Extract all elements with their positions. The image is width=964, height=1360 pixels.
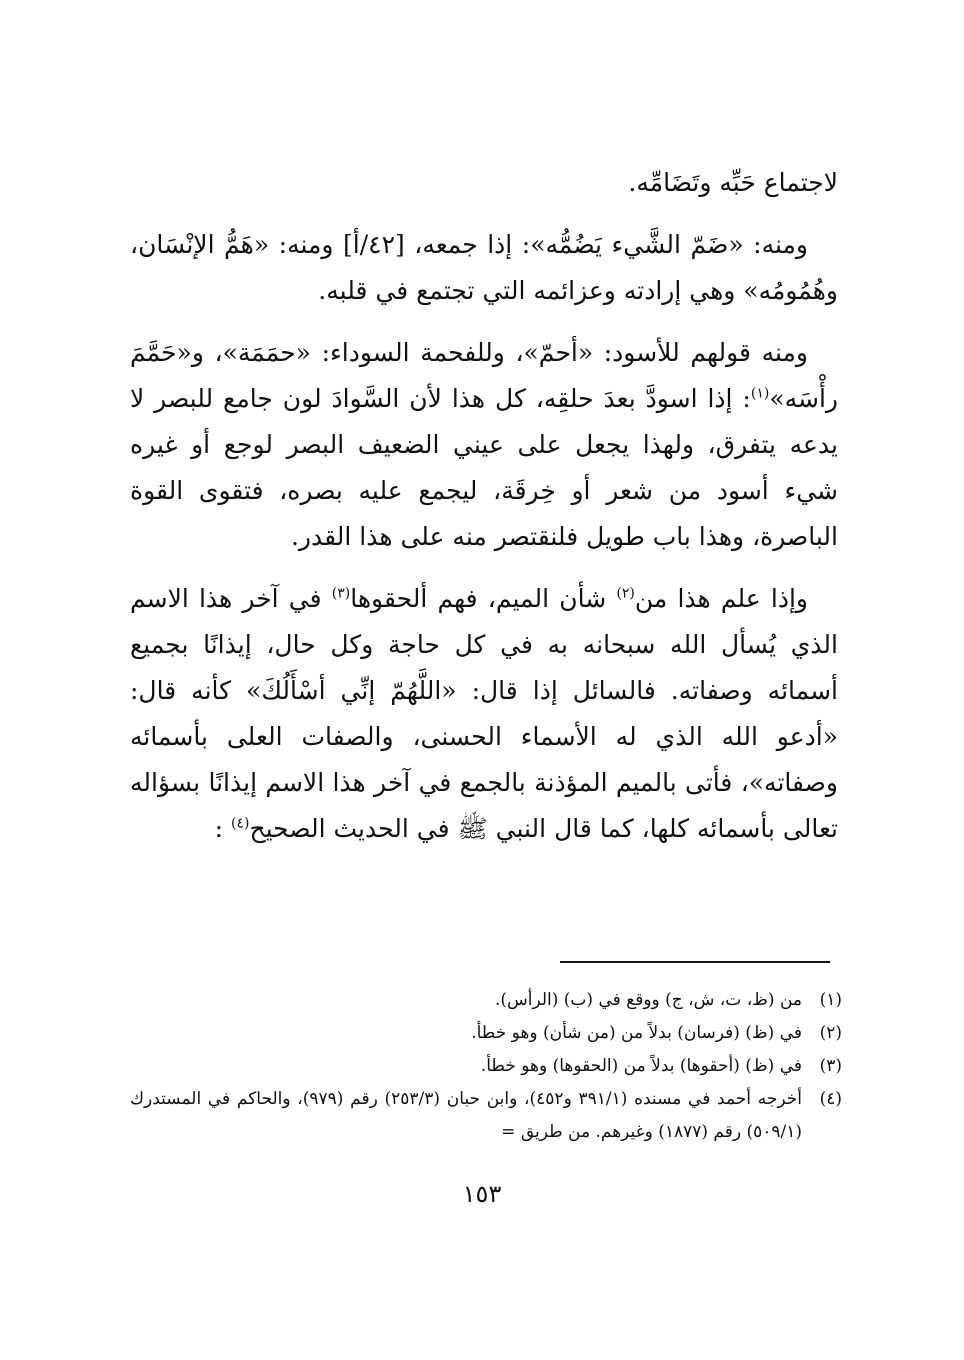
footnote-text: في (ظ) (فرسان) بدلاً من (من شأن) وهو خطأ. [471,1023,802,1043]
footnote-ref[interactable]: (٤) [231,815,250,832]
footnote-number: (٢) [819,1023,842,1043]
footnotes [130,984,842,1149]
text-run: لاجتماع حَبِّه وتَضَامِّه. [628,168,838,197]
footnote-divider [560,961,830,963]
footnote-ref[interactable]: (٣) [331,585,351,602]
paragraph [130,160,838,206]
text-run: ومنه: «ضَمّ الشَّيء يَضُمُّه»: إذا جمعه، [٤٢/أ] ومنه: «هَمُّ الإنْسَان، وهُمُومُه» وهي إرادته وعزائمه التي تجتمع في قلبه. [130,230,838,305]
main-text [130,160,838,868]
footnote-number: (١) [819,990,842,1010]
text-run: ومنه قولهم للأسود: «أحمّ»، وللفحمة السوداء: «حمَمَة»، و«حَمَّمَ رأْسَه» [130,338,838,413]
footnote-text: في (ظ) (أحقوها) بدلاً من (الحقوها) وهو خطأ. [480,1056,802,1076]
paragraph [130,222,838,314]
text-run: : [214,814,231,843]
footnote [130,984,842,1017]
footnote-ref[interactable]: (٢) [616,585,635,602]
footnote-text: أخرجه أحمد في مسنده (٣٩١/١ و٤٥٢)، وابن حبان (٢٥٣/٣) رقم (٩٧٩)، والحاكم في المستدرك (٥٠٩/١) رقم (١٨٧٧) وغيرهم. من طريق = [130,1089,802,1142]
footnote-text: من (ظ، ت، ش، ج) ووقع في (ب) (الرأس). [494,990,802,1010]
paragraph [130,330,838,560]
text-run: شأن الميم، فهم ألحقوها [350,584,617,613]
footnote-number: (٣) [819,1056,842,1076]
footnote [130,1017,842,1050]
paragraph [130,576,838,852]
text-run: : إذا اسودَّ بعدَ حلقِه، كل هذا لأن السَّوادَ لون جامع للبصر لا يدعه يتفرق، ولهذا يجعل على عيني الضعيف البصر لوجع أو غيره شيء أسود من شعر أو خِرقَة، ليجمع عليه بصره، فتقوى القوة الباصرة، وهذا باب طويل فلنقتصر منه على هذا القدر. [130,384,838,551]
text-run: وإذا علم هذا من [634,584,809,613]
page-number: ١٥٣ [462,1180,502,1208]
footnote [130,1083,842,1149]
text-run: في آخر هذا الاسم الذي يُسأل الله سبحانه به في كل حاجة وكل حال، إيذانًا بجميع أسمائه وصفاته. فالسائل إذا قال: «اللَّهُمّ إنِّي أسْأَلُكَ» كأنه قال: «أدعو الله الذي له الأسماء الحسنى، والصفات العلى بأسمائه وصفاته»، فأتى بالميم المؤذنة بالجمع في آخر هذا الاسم إيذانًا بسؤاله تعالى بأسمائه كلها، كما قال النبي ﷺ في الحديث الصحيح [130,584,838,843]
footnote [130,1050,842,1083]
footnote-number: (٤) [819,1089,842,1109]
footnote-ref[interactable]: (١) [750,385,770,402]
